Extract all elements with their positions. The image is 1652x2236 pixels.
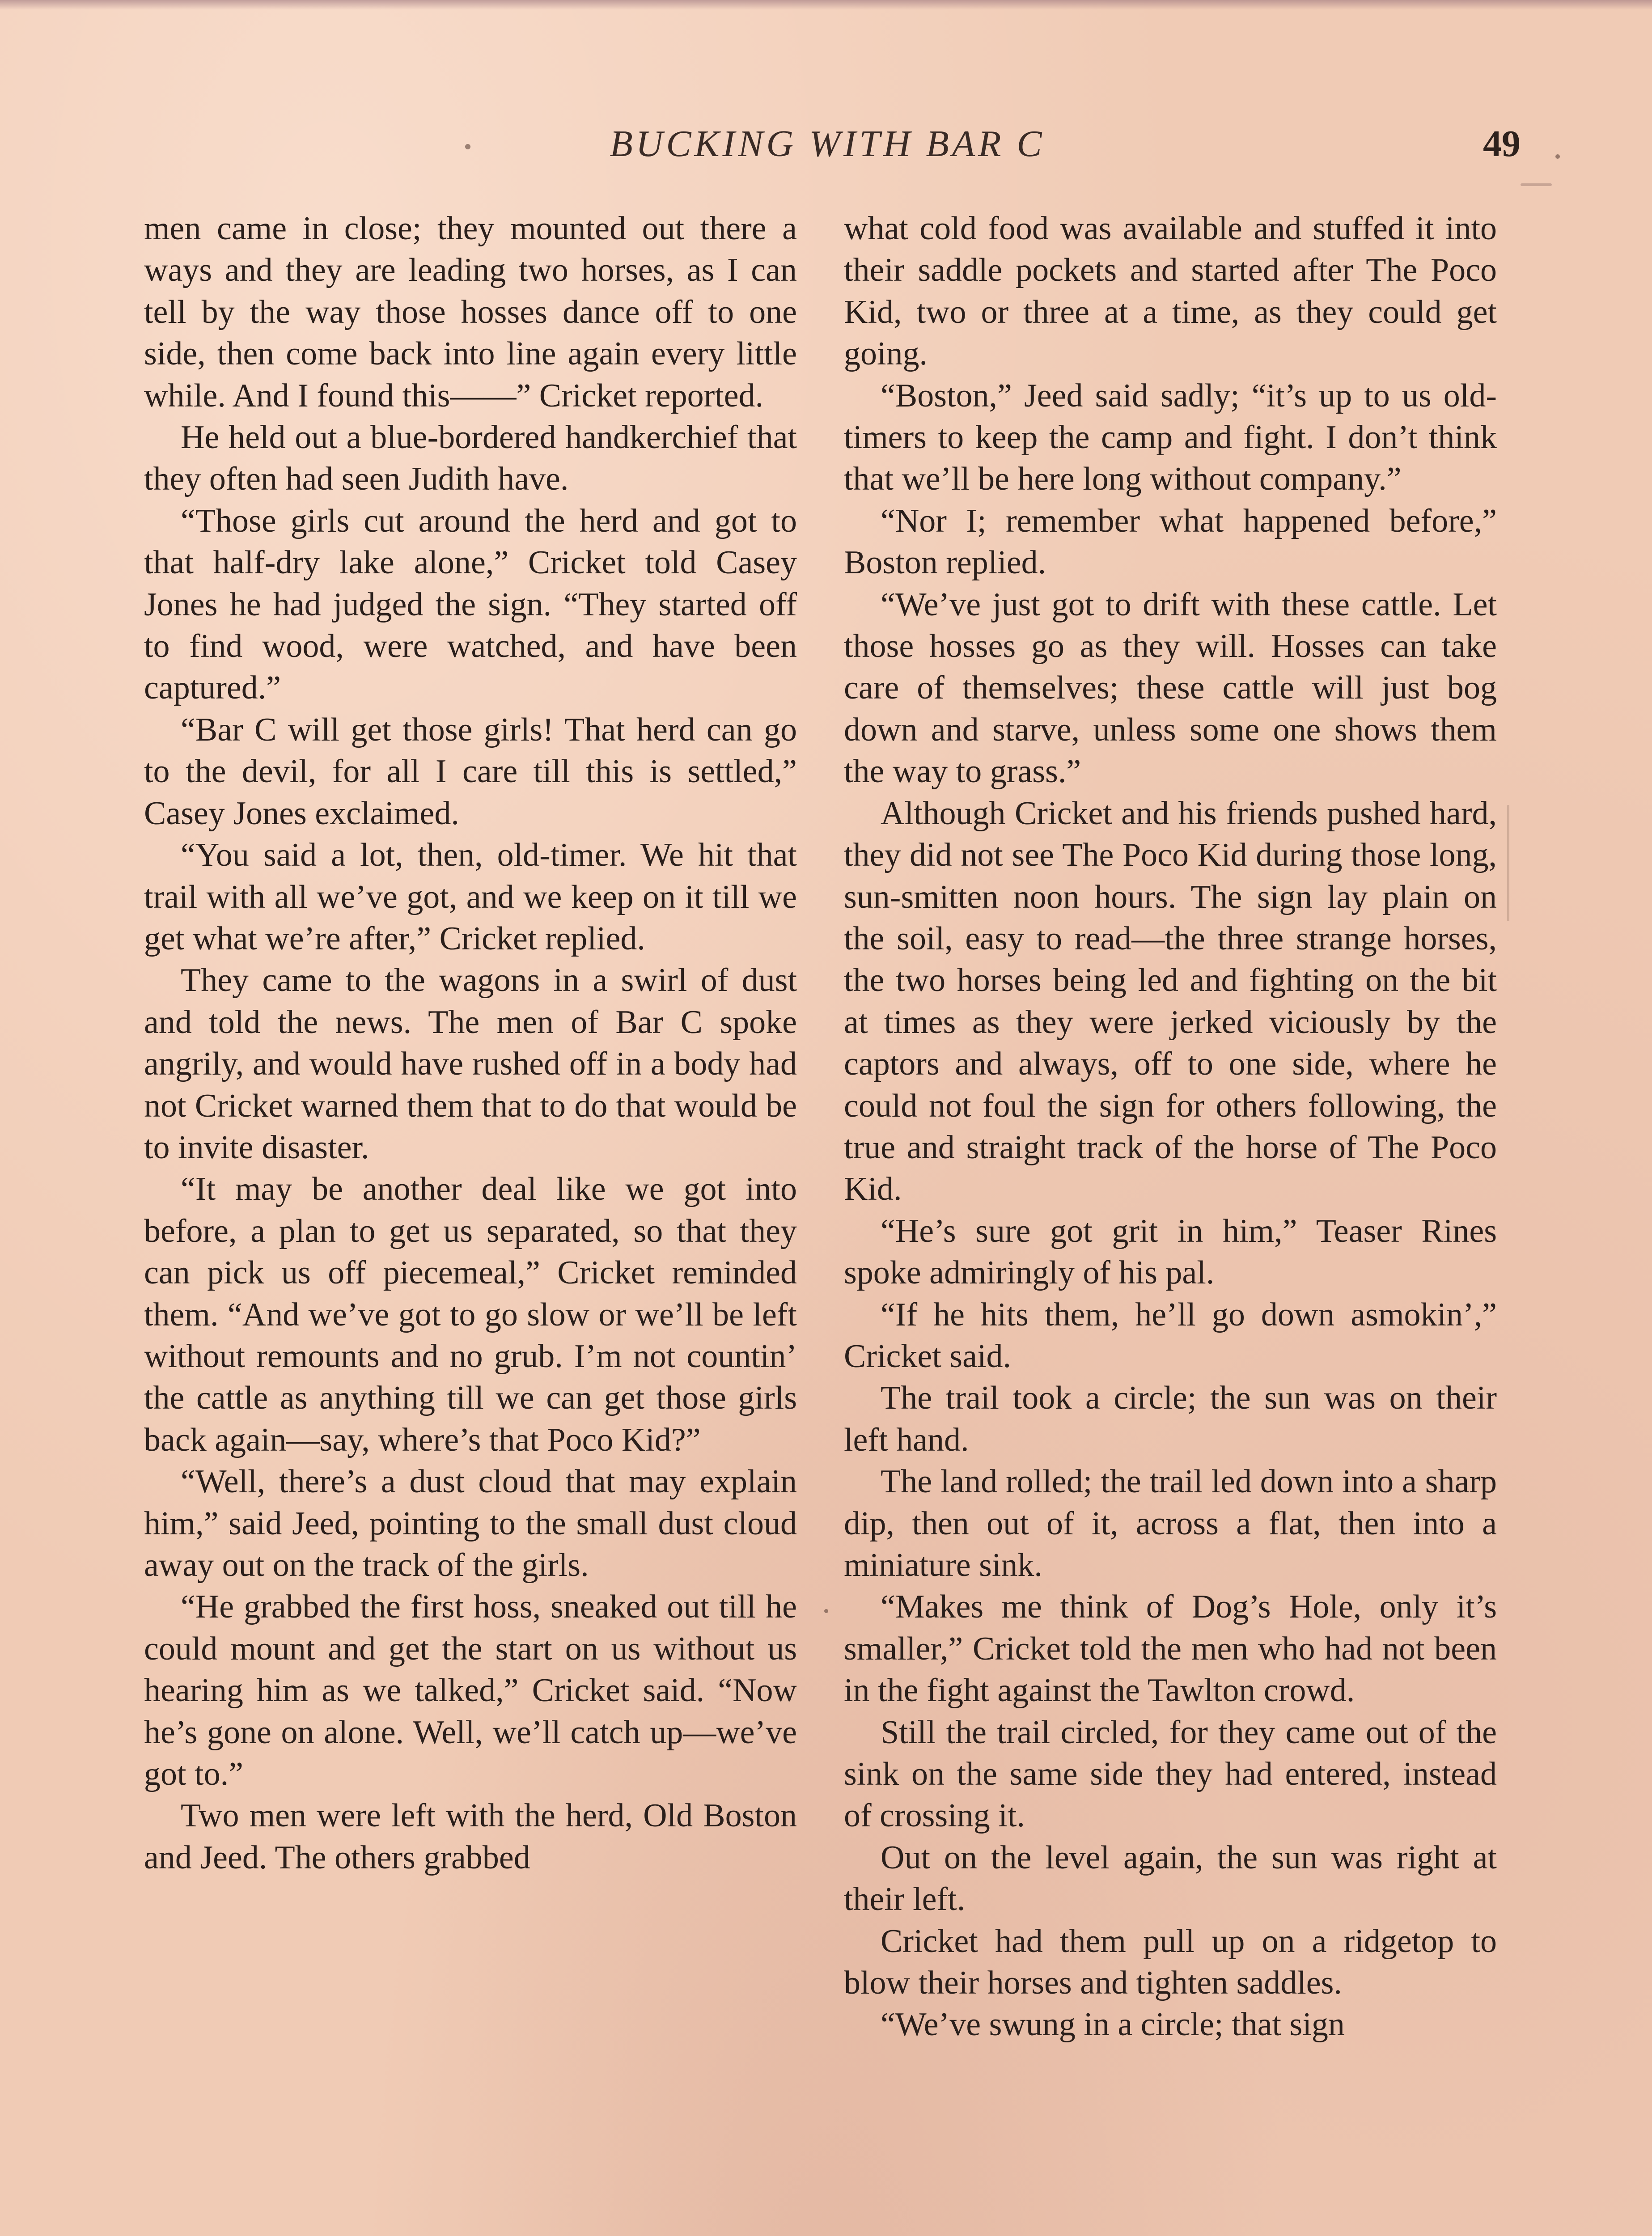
paragraph: men came in close; they mounted out there a ways and they are leading two horses, as I can tell by the way those hosses dance off to one side, then come back into line again every little while. And I found this——” Cricket reported. bbox=[144, 210, 797, 414]
paragraph: “If he hits them, he’ll go down asmokin’,” Cricket said. bbox=[844, 1296, 1497, 1375]
paragraph: “You said a lot, then, old-timer. We hit that trail with all we’ve got, and we keep on it till we get what we’re after,” Cricket replied. bbox=[144, 837, 797, 957]
paragraph: He held out a blue-bordered handkerchief that they often had seen Judith have. bbox=[144, 419, 797, 498]
paragraph: Two men were left with the herd, Old Boston and Jeed. The others grabbed bbox=[144, 1797, 797, 1876]
paragraph: Out on the level again, the sun was right at their left. bbox=[844, 1839, 1497, 1918]
paragraph: They came to the wagons in a swirl of dust and told the news. The men of Bar C spoke angrily, and would have rushed off in a body had not Cricket warned them that to do that would be to invite disaster. bbox=[144, 962, 797, 1166]
paragraph: Cricket had them pull up on a ridgetop to blow their horses and tighten saddles. bbox=[844, 1923, 1497, 2002]
left-column bbox=[144, 208, 797, 2236]
paragraph: The trail took a circle; the sun was on their left hand. bbox=[844, 1380, 1497, 1458]
paragraph: “He’s sure got grit in him,” Teaser Rines spoke admiringly of his pal. bbox=[844, 1212, 1497, 1292]
paragraph: “Nor I; remember what happened before,” Boston replied. bbox=[844, 502, 1497, 581]
paragraph: Still the trail circled, for they came out of the sink on the same side they had entered, instead of crossing it. bbox=[844, 1714, 1497, 1834]
paper-speck bbox=[1507, 805, 1509, 921]
page-number: 49 bbox=[1483, 123, 1521, 165]
paragraph: “Those girls cut around the herd and got to that half-dry lake alone,” Cricket told Casey Jones he had judged the sign. “They started off to find wood, were watched, and have been captured.” bbox=[144, 502, 797, 707]
paragraph: what cold food was available and stuffed it into their saddle pockets and started after The Poco Kid, two or three at a time, as they could get going. bbox=[844, 210, 1497, 373]
paragraph: “Bar C will get those girls! That herd can go to the devil, for all I care till this is settled,” Casey Jones exclaimed. bbox=[144, 711, 797, 832]
running-title: BUCKING WITH BAR C bbox=[610, 123, 1045, 165]
paragraph: “Well, there’s a dust cloud that may explain him,” said Jeed, pointing to the small dust cloud away out on the track of the girls. bbox=[144, 1463, 797, 1584]
paragraph: “He grabbed the first hoss, sneaked out till he could mount and get the start on us without us hearing him as we talked,” Cricket said. “Now he’s gone on alone. Well, we’ll catch up—we’ve got to.” bbox=[144, 1588, 797, 1793]
paper-speck bbox=[824, 1609, 828, 1613]
paper-speck bbox=[465, 144, 470, 149]
paragraph: “We’ve just got to drift with these cattle. Let those hosses go as they will. Hosses can take care of themselves; these cattle will just bog down and starve, unless some one shows them the way to grass.” bbox=[844, 586, 1497, 790]
paragraph: The land rolled; the trail led down into a sharp dip, then out of it, across a flat, then into a miniature sink. bbox=[844, 1463, 1497, 1584]
right-column bbox=[844, 208, 1497, 2236]
paragraph: “We’ve swung in a circle; that sign bbox=[881, 2006, 1345, 2043]
paragraph: “It may be another deal like we got into before, a plan to get us separated, so that they can pick us off piecemeal,” Cricket reminded them. “And we’ve got to go slow or we’ll be left without remounts and no grub. I’m not countin’ the cattle as anything till we can get those girls back again—say, where’s that Poco Kid?” bbox=[144, 1171, 797, 1458]
paper-speck bbox=[1555, 154, 1560, 159]
paragraph: “Boston,” Jeed said sadly; “it’s up to us old-timers to keep the camp and fight. I don’t think that we’ll be here long without company.” bbox=[844, 377, 1497, 498]
paragraph: “Makes me think of Dog’s Hole, only it’s smaller,” Cricket told the men who had not been in the fight against the Tawlton crowd. bbox=[844, 1588, 1497, 1709]
paragraph: Although Cricket and his friends pushed hard, they did not see The Poco Kid during those long, sun-smitten noon hours. The sign lay plain on the soil, easy to read—the three strange horses, the two horses being led and fighting on the bit at times as they were jerked viciously by the captors and always, off to one side, where he could not foul the sign for others following, the true and straight track of the horse of The Poco Kid. bbox=[844, 795, 1497, 1208]
paper-speck bbox=[1521, 183, 1552, 186]
page-edge bbox=[0, 0, 1652, 10]
